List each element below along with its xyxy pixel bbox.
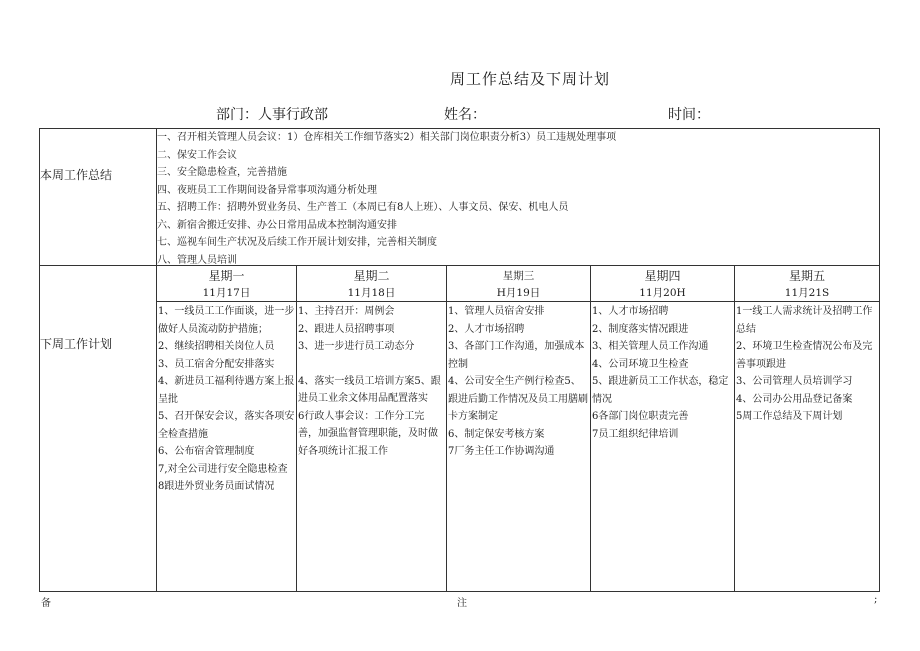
plan-item: 5、召开保安会议，落实各项安全检查措施 [158,411,295,440]
plan-thursday [592,303,733,443]
plan-item: 1、人才市场招聘 [592,306,669,317]
day-header-monday [157,265,296,300]
plan-item: 1一线工人需求统计及招聘工作总结 [736,306,873,335]
day-date: 11月21S [784,287,830,299]
plan-tuesday [298,303,444,460]
plan-item: 1、主持召开：周例会 [298,306,395,317]
day-name: 星期一 [208,269,245,283]
plan-wednesday [448,303,589,461]
remark-label-middle: 注 [457,598,467,609]
summary-list [157,129,879,265]
plan-item: 6各部门岗位职责完善 [592,411,689,422]
day-date: 11月17日 [202,287,251,299]
plan-item: 3、进一步进行员工动态分 [298,341,415,352]
day-name: 星期三 [502,270,535,282]
plan-item: 4、新进员工福利待遇方案上报呈批 [158,376,295,405]
plan-item: 7员工组织纪律培训 [592,428,679,440]
summary-item: 八、管理人员培训 [157,254,237,265]
department-field: 部门：人事行政部 [216,107,328,123]
day-name: 星期二 [353,269,390,283]
summary-label: 本周工作总结 [40,168,113,182]
day-header-divider [156,301,880,302]
day-header-friday [735,265,879,300]
plan-item: 7厂务主任工作协调沟通 [448,446,555,457]
plan-item: 2、制度落实情况跟进 [592,323,689,335]
day-divider [296,265,297,592]
summary-item: 五、招聘工作：招聘外贸业务员、生产普工（本周已有8人上班）、人事文员、保安、机电人员 [157,202,569,213]
plan-item: 4、公司环境卫生检查 [592,358,689,370]
plan-item: 2、跟进人员招聘事项 [298,323,395,335]
plan-item: 6、制定保安考核方案 [448,428,545,440]
plan-item: 3、相关管理人员工作沟通 [592,341,709,352]
plan-item: 5周工作总结及下周计划 [736,411,843,422]
plan-item: 1、管理人员宿舍安排 [448,306,545,317]
day-header-thursday [591,265,734,300]
plan-item: 7,对全公司进行安全隐患检查 [158,463,288,475]
page-title: 周工作总结及下周计划 [449,70,610,88]
remark-label-left: 备 [41,598,51,609]
plan-item: 6、公布宿舍管理制度 [158,446,255,457]
plan-item: 2、环境卫生检查情况公布及完善事项跟进 [736,341,873,370]
day-date: 11月18日 [347,287,396,299]
name-field: 姓名： [444,107,486,123]
day-date: H月19日 [496,287,541,299]
time-field: 时间： [668,107,710,123]
day-divider [446,265,447,592]
day-divider [590,265,591,592]
plan-item: 3、员工宿舍分配安排落实 [158,358,275,370]
plan-item: 3、各部门工作沟通，加强成本控制 [448,341,585,370]
summary-item: 四、夜班员工工作期间设备异常事项沟通分析处理 [157,184,377,196]
plan-item: 4、落实一线员工培训方案5、跟进员工业余文体用品配置落实 [298,375,441,404]
summary-item: 七、巡视车间生产状况及后续工作开展计划安排，完善相关制度 [157,237,437,248]
summary-item: 六、新宿舍搬迁安排、办公日常用品成本控制沟通安排 [157,219,397,231]
plan-item: 4、公司安全生产例行检查5、跟进后勤工作情况及员工用膳刷卡方案制定 [448,376,588,422]
plan-item: 4、公司办公用品登记备案 [736,393,853,405]
summary-item: 三、安全隐患检查，完善措施 [157,167,287,178]
plan-monday [158,303,296,496]
plan-item: 2、继续招聘相关岗位人员 [158,341,275,352]
plan-item: 1、一线员工工作面谈，进一步做好人员流动防护措施； [158,306,295,335]
day-header-wednesday [447,265,590,300]
day-divider [734,265,735,592]
day-name: 星期五 [788,269,825,283]
summary-item: 一、召开相关管理人员会议：1）仓库相关工作细节落实2）相关部门岗位职责分析3）员工违规处理事项 [157,132,617,143]
plan-item: 5、跟进新员工工作状态，稳定情况 [592,376,729,405]
summary-item: 二、保安工作会议 [157,149,237,161]
remark-label-right: ; [874,594,878,605]
day-header-tuesday [297,265,446,300]
plan-item: 8跟进外贸业务员面试情况 [158,481,275,492]
plan-friday [736,303,878,426]
day-name: 星期四 [644,269,681,283]
plan-item: 3、公司管理人员培训学习 [736,376,853,387]
plan-label: 下周工作计划 [40,337,113,351]
plan-item: 2、人才市场招聘 [448,323,525,335]
day-date: 11月20H [639,287,686,299]
plan-item: 6行政人事会议：工作分工完善，加强监督管理职能，及时做好各项统计汇报工作 [298,410,438,457]
